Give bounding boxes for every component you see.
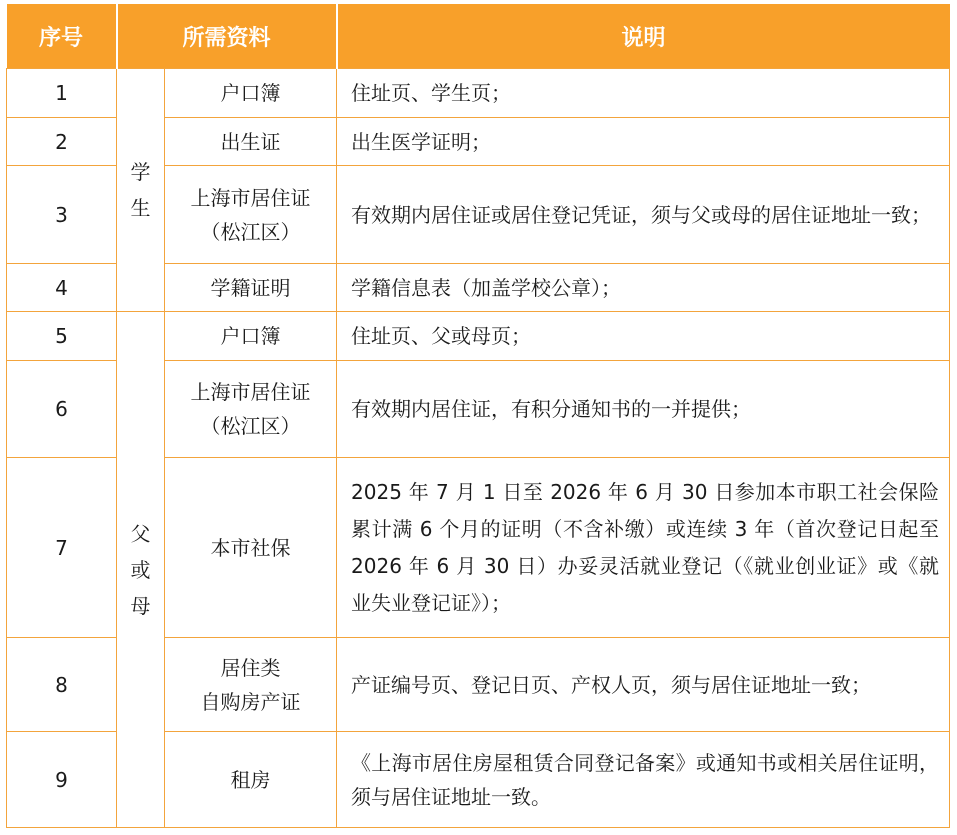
row-description: 产证编号页、登记日页、产权人页，须与居住证地址一致；: [337, 638, 950, 732]
row-item: 租房: [165, 732, 337, 828]
header-materials: 所需资料: [117, 4, 337, 69]
row-description: 有效期内居住证或居住登记凭证，须与父或母的居住证地址一致；: [337, 166, 950, 264]
row-description: 2025 年 7 月 1 日至 2026 年 6 月 30 日参加本市职工社会保险累计满 6 个月的证明（不含补缴）或连续 3 年（首次登记日起至 2026 年 6 月 30 日）办妥灵活就业登记（《就业创业证》或《就业失业登记证》）；: [337, 458, 950, 638]
table-row: [7, 312, 950, 361]
row-item: 出生证: [165, 118, 337, 166]
row-index: 6: [7, 361, 117, 458]
row-index: 3: [7, 166, 117, 264]
group-student-label: 学 生: [130, 160, 151, 220]
row-index: 9: [7, 732, 117, 828]
row-description: 学籍信息表（加盖学校公章）；: [337, 264, 950, 312]
row-description: 住址页、学生页；: [337, 69, 950, 118]
requirements-table-wrapper: [6, 4, 949, 828]
group-parent: [117, 312, 165, 828]
row-description: 出生医学证明；: [337, 118, 950, 166]
table-header-row: [7, 4, 950, 69]
row-description: 有效期内居住证，有积分通知书的一并提供；: [337, 361, 950, 458]
group-student: [117, 69, 165, 312]
row-item: 户口簿: [165, 312, 337, 361]
row-index: 1: [7, 69, 117, 118]
row-index: 8: [7, 638, 117, 732]
row-item: 本市社保: [165, 458, 337, 638]
row-item: 上海市居住证 （松江区）: [165, 166, 337, 264]
row-index: 4: [7, 264, 117, 312]
row-item: 学籍证明: [165, 264, 337, 312]
row-item: 上海市居住证 （松江区）: [165, 361, 337, 458]
row-description: 住址页、父或母页；: [337, 312, 950, 361]
header-description: 说明: [337, 4, 950, 69]
requirements-table: [6, 4, 950, 828]
row-item: 居住类 自购房产证: [165, 638, 337, 732]
header-index: 序号: [7, 4, 117, 69]
row-index: 5: [7, 312, 117, 361]
row-index: 7: [7, 458, 117, 638]
table-row: [7, 69, 950, 118]
row-description: 《上海市居住房屋租赁合同登记备案》或通知书或相关居住证明，须与居住证地址一致。: [337, 732, 950, 828]
group-parent-label: 父 或 母: [130, 521, 151, 618]
row-item: 户口簿: [165, 69, 337, 118]
row-index: 2: [7, 118, 117, 166]
